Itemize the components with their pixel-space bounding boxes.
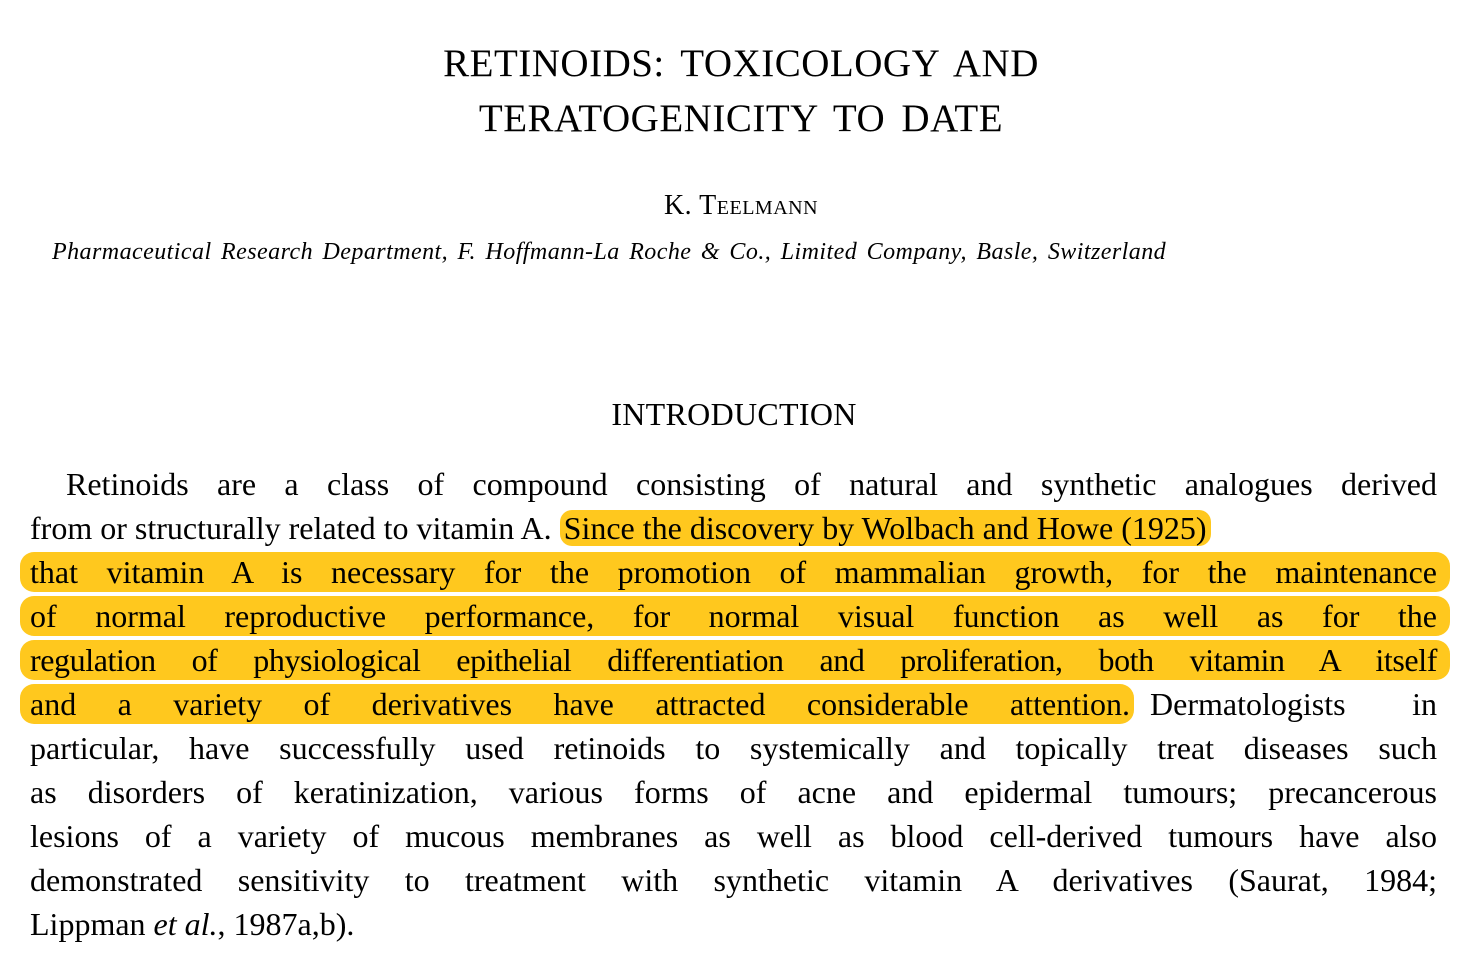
paragraph-text: lesions of a variety of mucous membranes as well as blood cell-derived tumours have also <box>30 818 1437 854</box>
paper-title-line-1: RETINOIDS: TOXICOLOGY AND <box>443 42 1039 85</box>
highlighted-text: that vitamin A is necessary for the promotion of mammalian growth, for the maintenance <box>30 554 1437 590</box>
paragraph-line-8 <box>30 770 1437 814</box>
paper-title-line-2: TERATOGENICITY TO DATE <box>478 97 1004 140</box>
paragraph-text: Dermatologists in <box>1150 686 1437 722</box>
paragraph-text: Lippman <box>30 906 154 942</box>
paragraph-text: Retinoids are a class of compound consisting of natural and synthetic analogues derived <box>66 466 1437 502</box>
citation-et-al: et al. <box>153 906 218 942</box>
paragraph-line-1 <box>30 462 1437 506</box>
paragraph-line-9 <box>30 814 1437 858</box>
author-affiliation: Pharmaceutical Research Department, F. Hoffmann-La Roche & Co., Limited Company, Basle, Switzerland <box>52 239 1167 265</box>
paragraph-line-5 <box>30 638 1437 682</box>
highlighted-text: Since the discovery by Wolbach and Howe (1925) <box>560 510 1211 546</box>
paragraph-text: from or structurally related to vitamin A. <box>30 510 560 546</box>
section-heading-introduction: INTRODUCTION <box>611 396 857 432</box>
paragraph-line-2 <box>30 506 1437 550</box>
highlighted-text: regulation of physiological epithelial differentiation and proliferation, both vitamin A itself <box>30 642 1437 678</box>
paragraph-line-10 <box>30 858 1437 902</box>
highlighted-text: and a variety of derivatives have attracted considerable attention. <box>30 686 1130 722</box>
paragraph-text: demonstrated sensitivity to treatment with synthetic vitamin A derivatives (Saurat, 1984; <box>30 862 1437 898</box>
paragraph-line-6 <box>30 682 1437 726</box>
paragraph-line-7 <box>30 726 1437 770</box>
paragraph-text: particular, have successfully used retinoids to systemically and topically treat diseases such <box>30 730 1437 766</box>
paragraph-line-4 <box>30 594 1437 638</box>
highlighted-text: of normal reproductive performance, for normal visual function as well as for the <box>30 598 1437 634</box>
paragraph-text: , 1987a,b). <box>217 906 355 942</box>
paragraph-line-3 <box>30 550 1437 594</box>
paragraph-line-11 <box>30 902 1437 946</box>
author-name: K. Teelmann <box>663 190 819 221</box>
paragraph-text: as disorders of keratinization, various forms of acne and epidermal tumours; precancerous <box>30 774 1437 810</box>
